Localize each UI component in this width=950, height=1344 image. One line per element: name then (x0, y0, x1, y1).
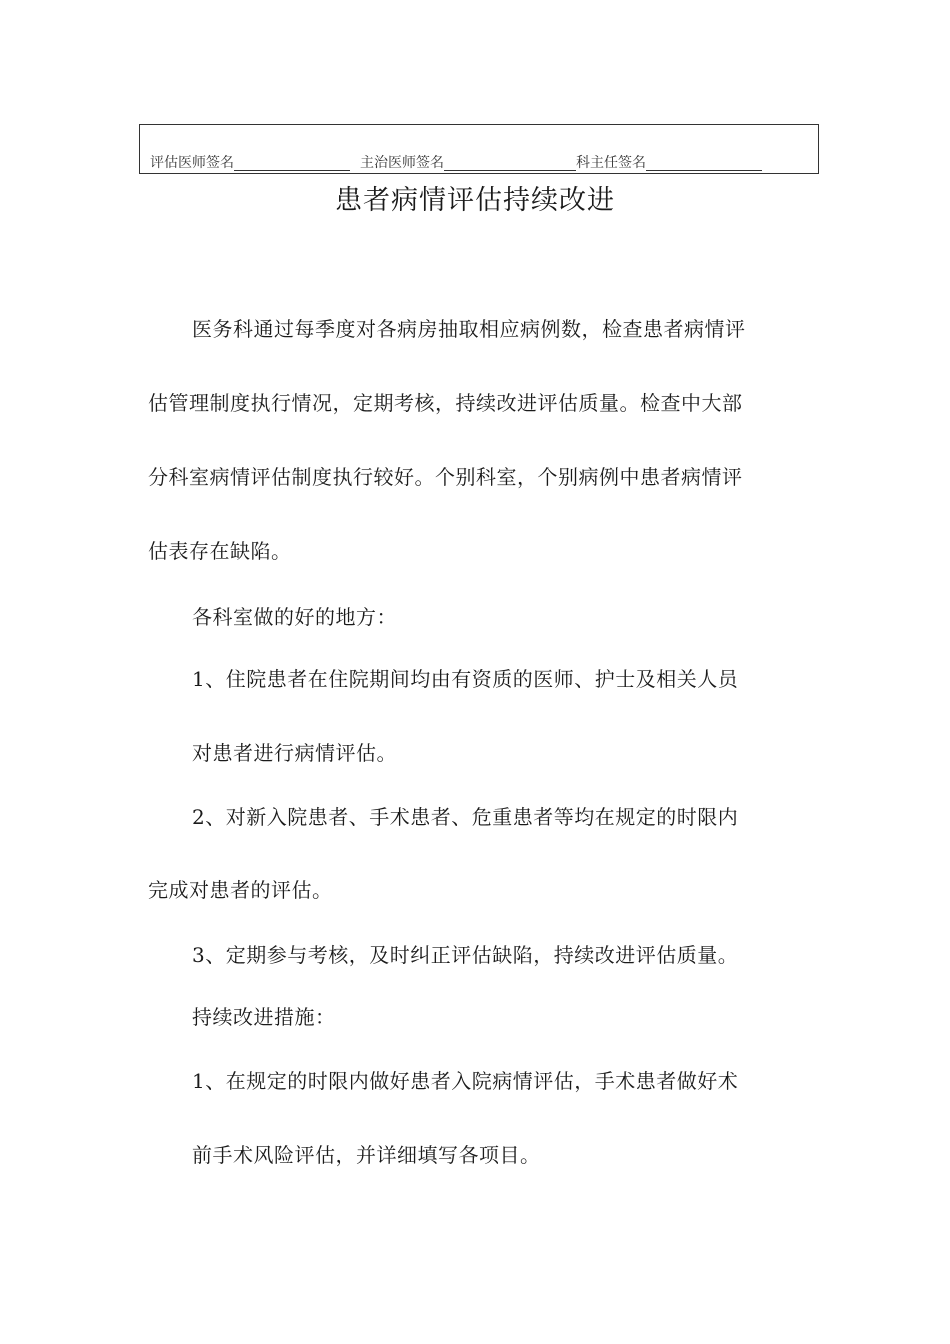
dept-head-signature-label: 科主任签名 (576, 155, 646, 171)
good-item-1-line-2: 对患者进行病情评估。 (192, 741, 397, 765)
improvement-item-1-line-2: 前手术风险评估，并详细填写各项目。 (192, 1143, 541, 1167)
good-item-1-line-1: 1、住院患者在住院期间均由有资质的医师、护士及相关人员 (192, 667, 739, 691)
dept-head-signature-line (646, 156, 762, 171)
intro-line-4: 估表存在缺陷。 (148, 539, 292, 563)
good-item-3: 3、定期参与考核，及时纠正评估缺陷，持续改进评估质量。 (192, 943, 739, 967)
good-item-2-line-2: 完成对患者的评估。 (148, 878, 333, 902)
intro-line-1: 医务科通过每季度对各病房抽取相应病例数，检查患者病情评 (192, 317, 746, 341)
assess-doctor-signature-label: 评估医师签名 (150, 155, 234, 171)
attending-doctor-signature-label: 主治医师签名 (360, 155, 444, 171)
signature-row (150, 155, 810, 171)
intro-line-3: 分科室病情评估制度执行较好。个别科室，个别病例中患者病情评 (148, 465, 743, 489)
good-practices-heading: 各科室做的好的地方： (192, 605, 397, 629)
attending-doctor-signature-line (444, 156, 576, 171)
improvement-item-1-line-1: 1、在规定的时限内做好患者入院病情评估，手术患者做好术 (192, 1069, 739, 1093)
assess-doctor-signature-line (234, 156, 350, 171)
good-item-2-line-1: 2、对新入院患者、手术患者、危重患者等均在规定的时限内 (192, 805, 739, 829)
improvement-heading: 持续改进措施： (192, 1005, 336, 1029)
page-title: 患者病情评估持续改进 (335, 185, 615, 216)
signature-box (139, 124, 819, 174)
intro-line-2: 估管理制度执行情况，定期考核，持续改进评估质量。检查中大部 (148, 391, 743, 415)
